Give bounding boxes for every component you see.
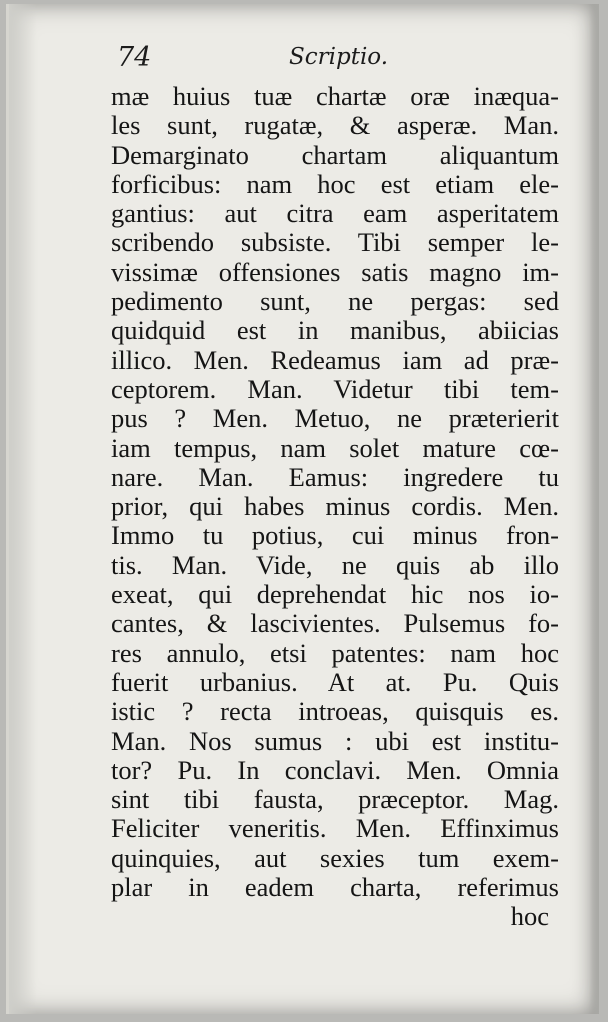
text-line: mæ huius tuæ chartæ oræ inæqua-	[111, 82, 559, 111]
text-line: quidquid est in manibus, abiicias	[111, 316, 559, 346]
text-line: pedimento sunt, ne pergas: sed	[111, 287, 559, 317]
running-head: Scriptio.	[289, 44, 389, 70]
text-line: sint tibi fausta, præceptor. Mag.	[111, 785, 559, 815]
text-line: cantes, & lascivientes. Pulsemus fo-	[111, 609, 559, 639]
text-line: Man. Nos sumus : ubi est institu-	[111, 726, 559, 756]
text-line: quinquies, aut sexies tum exem-	[111, 843, 559, 873]
text-line: tis. Man. Vide, ne quis ab illo	[111, 550, 559, 580]
page-edge-shadow	[589, 4, 599, 1014]
book-page	[6, 4, 599, 1014]
text-line: iam tempus, nam solet mature cœ-	[111, 433, 559, 463]
text-line: exeat, qui deprehendat hic nos io-	[111, 580, 559, 610]
text-line: tor? Pu. In conclavi. Men. Omnia	[111, 755, 559, 785]
text-line: Demarginato chartam aliquantum	[111, 140, 559, 170]
page-number: 74	[117, 42, 152, 73]
body-text	[111, 82, 559, 932]
text-line: ceptorem. Man. Videtur tibi tem-	[111, 374, 559, 404]
text-line: les sunt, rugatæ, & asperæ. Man.	[111, 111, 559, 141]
text-line: prior, qui habes minus cordis. Men.	[111, 492, 559, 522]
page-header	[117, 42, 547, 76]
text-line: nare. Man. Eamus: ingredere tu	[111, 462, 559, 492]
text-line: istic ? recta introeas, quisquis es.	[111, 697, 559, 727]
text-line: pus ? Men. Metuo, ne præterierit	[111, 404, 559, 434]
text-line: Immo tu potius, cui minus fron-	[111, 521, 559, 551]
text-line: plar in eadem charta, referimus	[111, 873, 559, 903]
text-line: vissimæ offensiones satis magno im-	[111, 257, 559, 287]
text-line: illico. Men. Redeamus iam ad præ-	[111, 345, 559, 375]
text-line: fuerit urbanius. At at. Pu. Quis	[111, 667, 559, 697]
text-line: Feliciter veneritis. Men. Effinximus	[111, 814, 559, 844]
text-line: gantius: aut citra eam asperitatem	[111, 199, 559, 229]
text-line: scribendo subsiste. Tibi semper le-	[111, 228, 559, 258]
catchword: hoc	[510, 902, 549, 932]
page-gutter-shadow	[9, 4, 37, 1014]
text-line: res annulo, etsi patentes: nam hoc	[111, 638, 559, 668]
text-line: forficibus: nam hoc est etiam ele-	[111, 169, 559, 199]
